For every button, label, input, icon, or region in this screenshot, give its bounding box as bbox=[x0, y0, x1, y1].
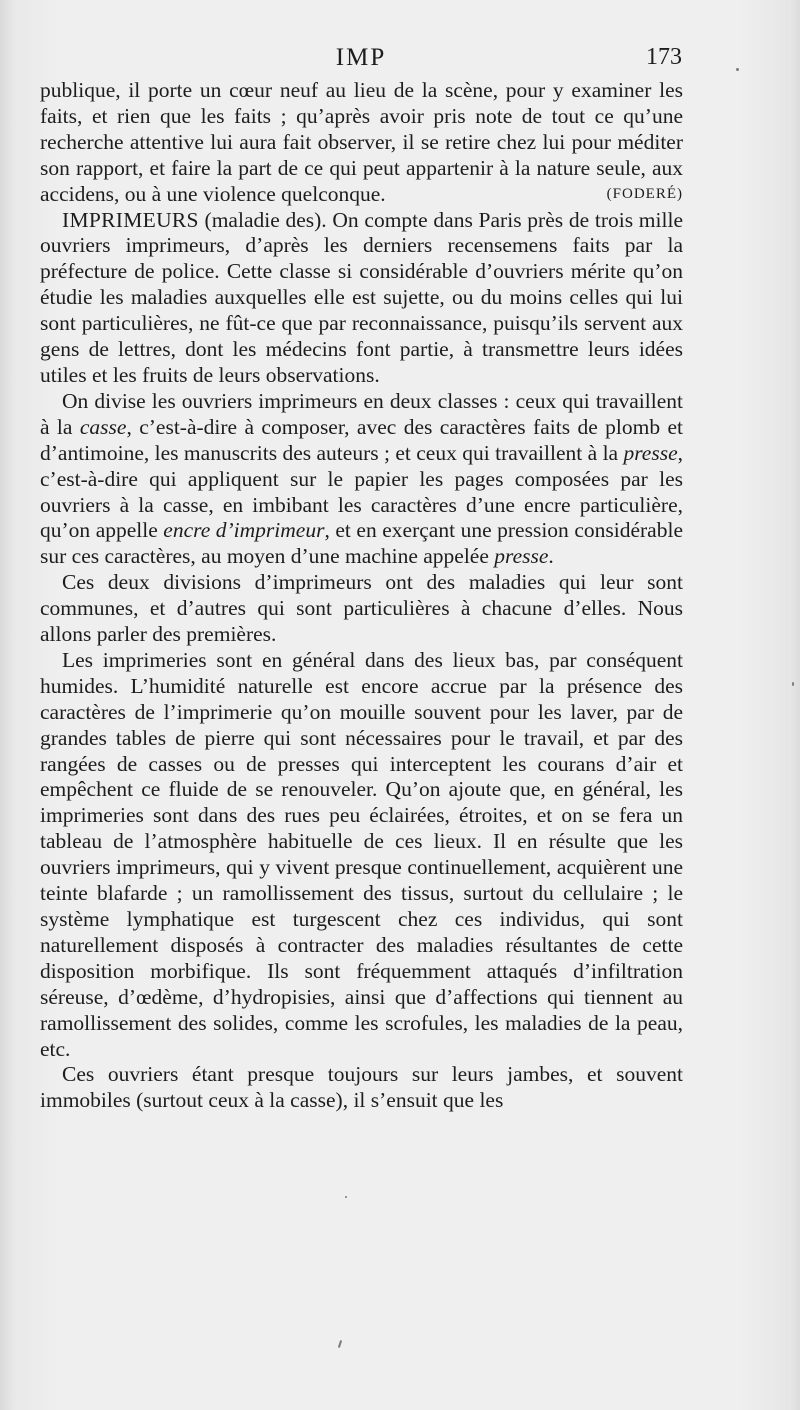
paragraph-text: Ces deux divisions d’imprimeurs ont des maladies qui leur sont communes, et d’autres qui sont particulières à chacune d’elles. Nous allons parler des premières. bbox=[40, 570, 683, 647]
paragraph-text: . bbox=[548, 544, 554, 569]
entry-headword: IMPRIMEURS bbox=[62, 207, 199, 232]
paragraph-text: Les imprimeries sont en général dans des lieux bas, par conséquent humides. L’humidité naturelle est encore accrue par la présence des caractères de l’imprimerie qu’on mouille souvent pour les laver, par de grandes tables de pierre qui sont nécessaires pour le travail, et par des rangées de casses ou de presses qui interceptent les courans d’air et empêchent ce fluide de se renouveler. Qu’on ajoute que, en général, les imprimeries sont dans des rues peu éclairées, étroites, et on se fera un tableau de l’atmosphère habituelle de ces lieux. Il en résulte que les ouvriers imprimeurs, qui y vivent presque continuellement, acquièrent une teinte blafarde ; un ramollissement des tissus, surtout du cellulaire ; le système lymphatique est turgescent chez ces individus, qui sont naturellement disposés à contracter des maladies résultantes de cette disposition morbifique. Ils sont fréquemment attaqués d’infiltration séreuse, d’œdème, d’hydropisies, ainsi que d’affections qui tiennent au ramollissement des solides, comme les scrofules, les maladies de la peau, etc. bbox=[40, 647, 683, 1061]
paragraph bbox=[40, 648, 683, 1063]
body-text bbox=[40, 78, 683, 1114]
paragraph-text: , c’est-à-dire à composer, avec des caractères faits de plomb et d’antimoine, les manuscrits des auteurs ; et ceux qui travaillent à la bbox=[40, 414, 684, 465]
paragraph bbox=[40, 389, 683, 570]
author-signature: (FODERÉ) bbox=[606, 185, 683, 202]
running-head bbox=[40, 44, 682, 76]
page-number: 173 bbox=[646, 44, 682, 70]
paragraph-text: Ces ouvriers étant presque toujours sur leurs jambes, et souvent immobiles (surtout ceux à la casse), il s’ensuit que les bbox=[40, 1062, 683, 1113]
paragraph-text: (maladie des). On compte dans Paris près de trois mille ouvriers imprimeurs, d’après les derniers recensemens faits par la préfecture de police. Cette classe si considérable d’ouvriers mérite qu’on étudie les maladies auxquelles elle est sujette, ou du moins celles qui lui sont particulières, ne fût-ce que par reconnaissance, puisqu’ils servent aux gens de lettres, dont les médecins font partie, à transmettre leurs idées utiles et les fruits de leurs observations. bbox=[40, 207, 683, 387]
entry-paragraph bbox=[40, 208, 683, 389]
italic-term: presse bbox=[623, 440, 678, 465]
continued-text: publique, il porte un cœur neuf au lieu de la scène, pour y examiner les faits, et rien que les faits ; qu’après avoir pris note de tout ce qu’une recherche attentive lui aura fait observer, il se retire chez lui pour méditer son rapport, et faire la part de ce qui peut appartenir à la nature seule, aux accidens, ou à une violence quelconque. bbox=[40, 78, 683, 206]
italic-term: presse bbox=[494, 544, 549, 569]
paragraph bbox=[40, 570, 683, 648]
paragraph-text: On divise les ouvriers imprimeurs en deux classes : ceux qui travaillent à la bbox=[40, 388, 683, 439]
italic-term: encre d’imprimeur bbox=[163, 518, 325, 543]
paragraph bbox=[40, 1062, 683, 1114]
italic-term: casse bbox=[79, 414, 127, 439]
running-title: IMP bbox=[335, 44, 387, 71]
paragraph-text: , c’est-à-dire qui appliquent sur le papier les pages composées par les ouvriers à la casse, en imbibant les caractères d’une encre particulière, qu’on appelle bbox=[40, 440, 683, 543]
paragraph-text: , et en exerçant une pression considérable sur ces caractères, au moyen d’une machine appelée bbox=[40, 518, 683, 569]
continued-paragraph bbox=[40, 78, 683, 208]
